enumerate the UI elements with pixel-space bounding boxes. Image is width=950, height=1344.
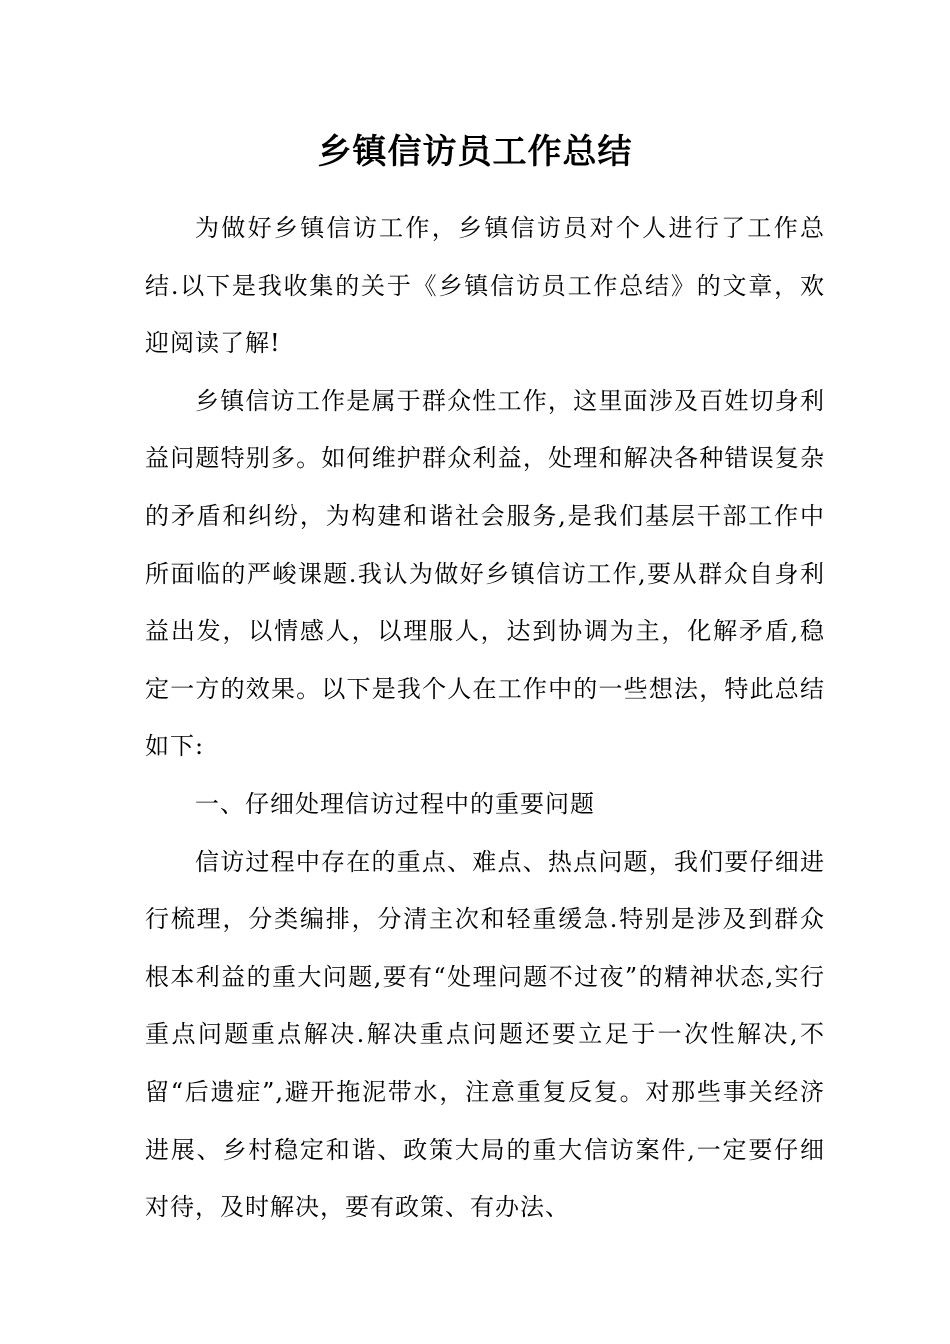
document-title: 乡镇信访员工作总结 <box>317 132 633 172</box>
document-body <box>145 200 825 1237</box>
paragraph-intro: 为做好乡镇信访工作，乡镇信访员对个人进行了工作总结.以下是我收集的关于《乡镇信访员工作总结》的文章，欢迎阅读了解! <box>145 214 825 358</box>
paragraph-section-1: 信访过程中存在的重点、难点、热点问题，我们要仔细进行梳理，分类编排，分清主次和轻重缓急.特别是涉及到群众根本利益的重大问题,要有“处理问题不过夜”的精神状态,实行重点问题重点解决.解决重点问题还要立足于一次性解决,不留“后遗症”,避开拖泥带水，注意重复反复。对那些事关经济进展、乡村稳定和谐、政策大局的重大信访案件,一定要仔细对待，及时解决，要有政策、有办法、 <box>145 847 825 1222</box>
section-heading-1: 一、仔细处理信访过程中的重要问题 <box>195 789 595 818</box>
paragraph-background: 乡镇信访工作是属于群众性工作，这里面涉及百姓切身利益问题特别多。如何维护群众利益，处理和解决各种错误复杂的矛盾和纠纷，为构建和谐社会服务,是我们基层干部工作中所面临的严峻课题.我认为做好乡镇信访工作,要从群众自身利益出发，以情感人，以理服人，达到协调为主，化解矛盾,稳定一方的效果。以下是我个人在工作中的一些想法，特此总结如下: <box>145 386 825 761</box>
